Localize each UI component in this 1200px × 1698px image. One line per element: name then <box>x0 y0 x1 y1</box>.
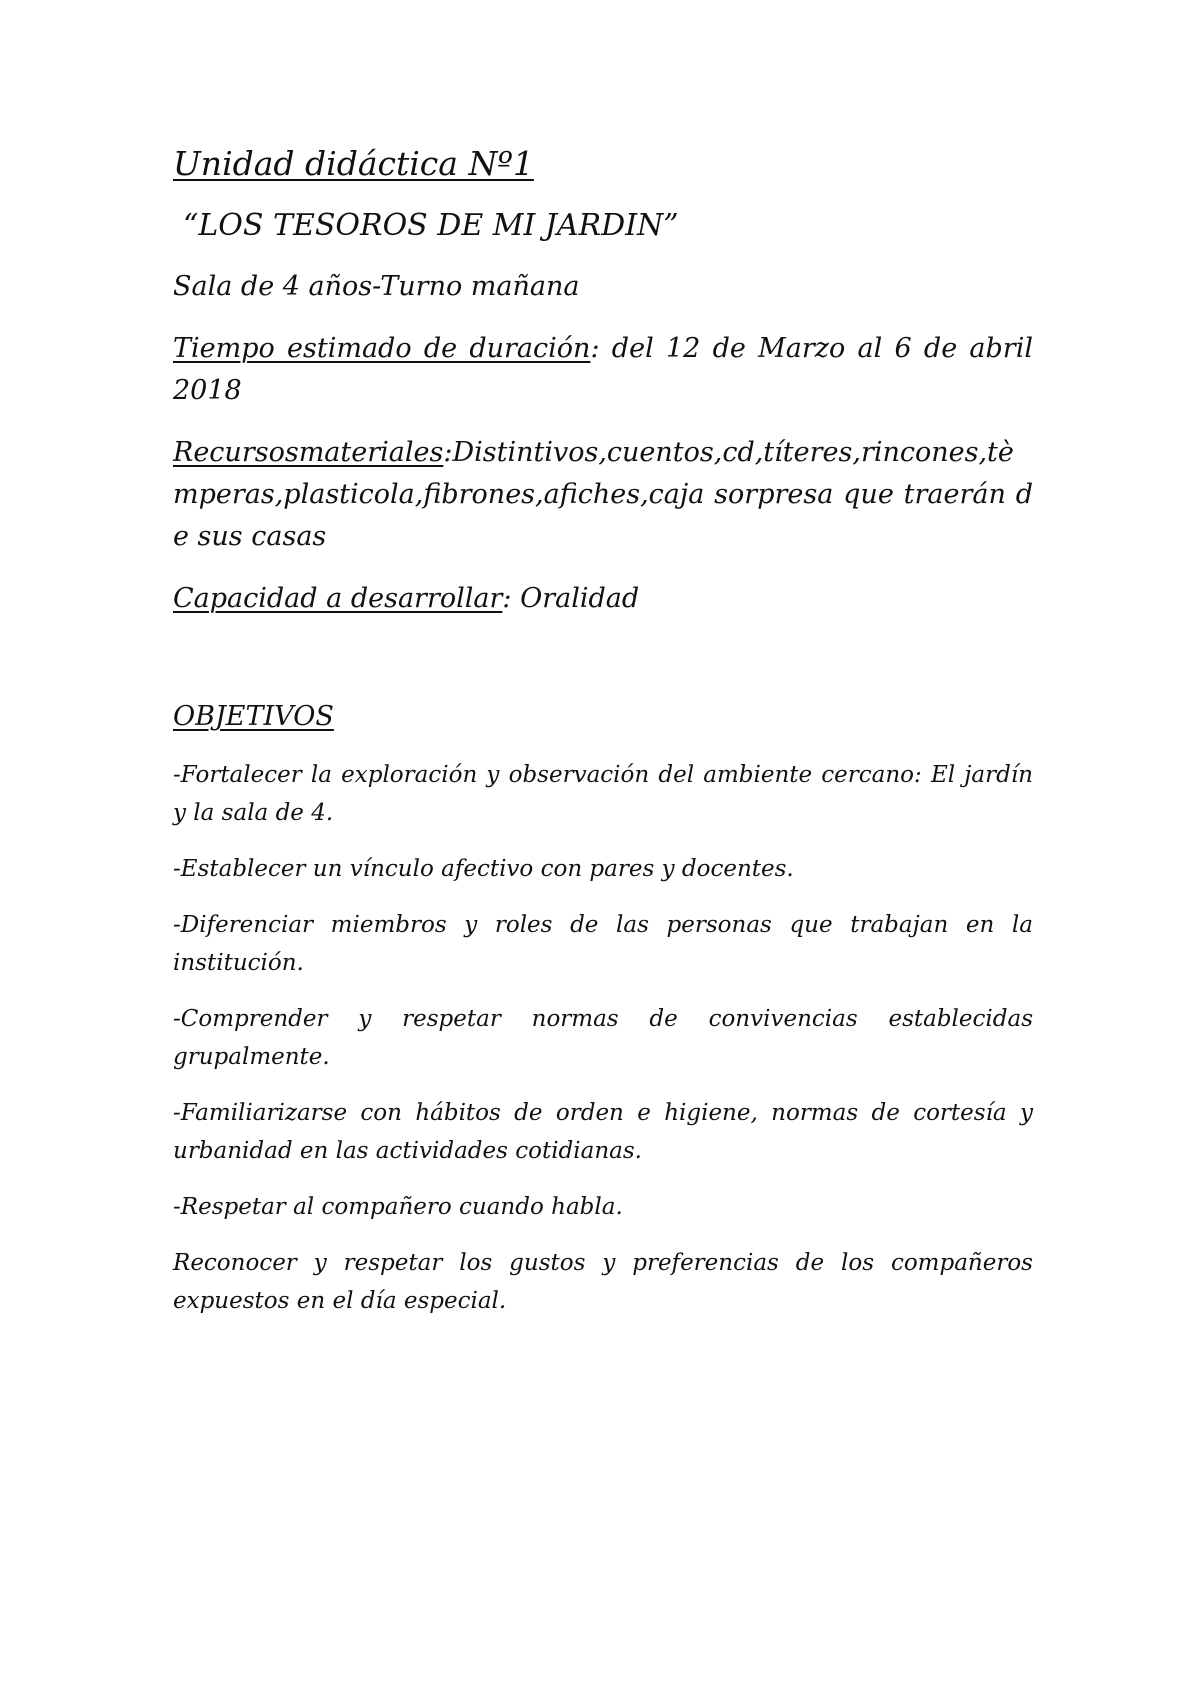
section-spacer <box>173 640 1033 696</box>
group-line: Sala de 4 años-Turno mañana <box>173 271 580 302</box>
objective-item: -Diferenciar miembros y roles de las personas que trabajan en la institución. <box>173 912 1033 976</box>
capacity-label: Capacidad a desarrollar <box>173 583 503 614</box>
document-title: Unidad didáctica Nº1 <box>173 144 534 183</box>
unit-subtitle: “LOS TESOROS DE MI JARDIN” <box>183 208 679 243</box>
duration-separator: : <box>590 333 600 364</box>
resources-value: Distintivos,cuentos,cd,títeres,rincones,tèmperas,plasticola,fibrones,afiches,caja sorpresa que traerán de sus casas <box>173 437 1033 552</box>
duration-line <box>173 328 1033 412</box>
objective-item: -Establecer un vínculo afectivo con pares y docentes. <box>173 856 794 882</box>
duration-value: del 12 de Marzo al 6 de abril 2018 <box>173 333 1033 406</box>
objective-item: -Respetar al compañero cuando habla. <box>173 1194 623 1220</box>
duration-label: Tiempo estimado de duración <box>173 333 591 364</box>
objective-item: Reconocer y respetar los gustos y preferencias de los compañeros expuestos en el día especial. <box>173 1250 1033 1314</box>
resources-line <box>173 432 1033 558</box>
objective-item: -Fortalecer la exploración y observación del ambiente cercano: El jardín y la sala de 4. <box>173 762 1033 826</box>
objectives-list <box>173 756 1033 1320</box>
capacity-line <box>173 578 1033 620</box>
capacity-value: Oralidad <box>511 583 640 614</box>
capacity-separator: : <box>502 583 512 614</box>
resources-separator: : <box>443 437 453 468</box>
objective-item: -Comprender y respetar normas de convivencias establecidas grupalmente. <box>173 1006 1033 1070</box>
objectives-heading: OBJETIVOS <box>173 701 334 732</box>
resources-label: Recursosmateriales <box>173 437 444 468</box>
document-page <box>173 140 1033 1338</box>
objective-item: -Familiarizarse con hábitos de orden e higiene, normas de cortesía y urbanidad en las actividades cotidianas. <box>173 1100 1033 1164</box>
